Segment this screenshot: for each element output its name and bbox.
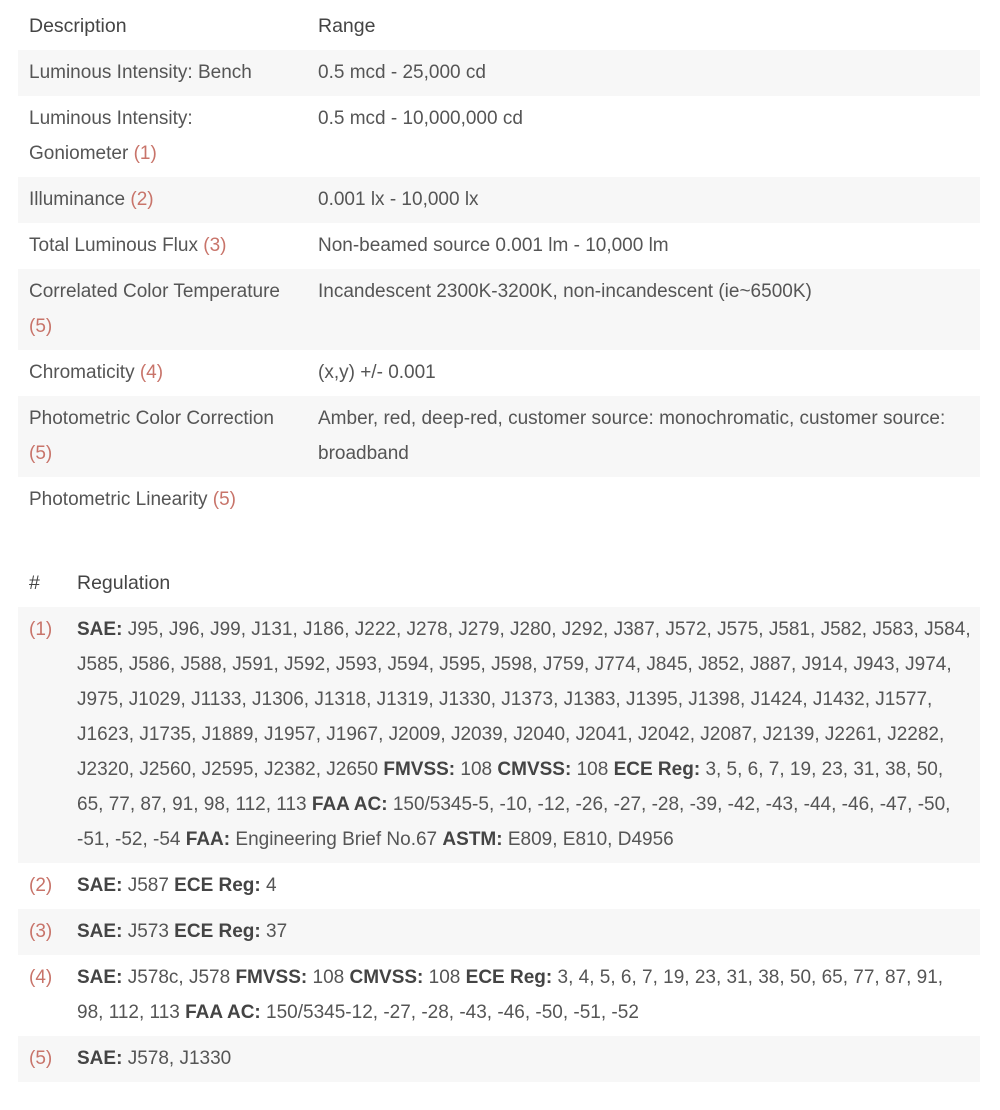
- regulation-text: [66, 863, 980, 909]
- reference-link[interactable]: (5): [29, 316, 53, 337]
- standard-values: J578, J1330: [127, 1048, 232, 1069]
- regulation-row: [18, 955, 980, 1036]
- standard-label: SAE:: [77, 921, 123, 942]
- standard-values: 108: [576, 759, 609, 780]
- regulation-row: [18, 1036, 980, 1082]
- standard-label: SAE:: [77, 619, 123, 640]
- reference-link[interactable]: (2): [130, 189, 154, 210]
- regulation-number: (5): [18, 1036, 66, 1082]
- regulation-row: [18, 863, 980, 909]
- header-number: #: [29, 572, 40, 594]
- standard-label: SAE:: [77, 1048, 123, 1069]
- standard-label: ECE Reg:: [613, 759, 701, 780]
- header-regulation: Regulation: [77, 572, 171, 594]
- standard-label: ECE Reg:: [174, 875, 261, 896]
- regulation-number: (4): [29, 967, 53, 988]
- standard-label: ECE Reg:: [174, 921, 261, 942]
- regulation-number: (3): [18, 909, 66, 955]
- standard-label: CMVSS:: [497, 759, 572, 780]
- regulation-header-row: [18, 561, 980, 607]
- description-text: Luminous Intensity: Goniometer: [29, 108, 193, 164]
- standard-label: FAA AC:: [311, 794, 388, 815]
- regulation-text: [66, 909, 980, 955]
- measurement-row: [18, 396, 980, 477]
- standard-label: ECE Reg:: [465, 967, 553, 988]
- row-range: 0.5 mcd - 25,000 cd: [304, 50, 980, 96]
- standard-values: 3, 5, 6, 7, 19, 23, 31, 38, 50, 65, 77, 87, 91, 98, 112, 113: [77, 759, 944, 815]
- standard-values: J573: [127, 921, 169, 942]
- standard-label: CMVSS:: [349, 967, 424, 988]
- reference-link[interactable]: (3): [203, 235, 227, 256]
- standard-values: E809, E810, D4956: [507, 829, 674, 850]
- description-text: Photometric Color Correction: [29, 408, 274, 429]
- standard-values: Engineering Brief No.67: [235, 829, 438, 850]
- row-range: (x,y) +/- 0.001: [318, 362, 436, 383]
- standard-values: 108: [312, 967, 345, 988]
- measurement-header-row: [18, 4, 980, 50]
- standard-values: 3, 4, 5, 6, 7, 19, 23, 31, 38, 50, 65, 77, 87, 91, 98, 112, 113: [77, 967, 944, 1023]
- regulation-text: [66, 955, 980, 1036]
- description-text: Total Luminous Flux: [29, 235, 198, 256]
- regulation-number: (1): [18, 607, 66, 863]
- measurement-row: [18, 269, 980, 350]
- measurement-row: [18, 223, 980, 269]
- reference-link[interactable]: (4): [139, 362, 164, 383]
- row-range: Incandescent 2300K-3200K, non-incandescent (ie~6500K): [304, 269, 980, 350]
- measurement-row: [18, 477, 980, 523]
- description-text: Chromaticity: [29, 362, 135, 383]
- row-range: 0.5 mcd - 10,000,000 cd: [318, 108, 523, 129]
- measurement-row: [18, 350, 980, 396]
- header-description: Description: [29, 15, 127, 37]
- regulation-row: [18, 909, 980, 955]
- header-range: Range: [318, 15, 376, 37]
- description-text: Correlated Color Temperature: [29, 281, 280, 302]
- regulation-table: [18, 561, 980, 1082]
- row-range: Amber, red, deep-red, customer source: monochromatic, customer source: broadband: [304, 396, 980, 477]
- measurement-row: [18, 177, 980, 223]
- row-description: [18, 223, 304, 269]
- regulation-text: [66, 607, 980, 863]
- row-description: [18, 396, 304, 477]
- reference-link[interactable]: (5): [29, 443, 53, 464]
- standard-label: SAE:: [77, 875, 123, 896]
- row-range: [304, 477, 980, 523]
- standard-values: J587: [127, 875, 169, 896]
- standard-values: 37: [266, 921, 288, 942]
- standard-values: J95, J96, J99, J131, J186, J222, J278, J279, J280, J292, J387, J572, J575, J581, J582, J583, J584, J585, J586, J588, J591, J592, J593, J594, J595, J598, J759, J774, J845, J852, J887, J914, J943, J974, J975, J1029, J1133, J1306, J1318, J1319, J1330, J1373, J1383, J1395, J1398, J1424, J1432, J1577, J1623, J1735, J1889, J1957, J1967, J2009, J2039, J2040, J2041, J2042, J2087, J2139, J2261, J2282, J2320, J2560, J2595, J2382, J2650: [77, 619, 971, 780]
- description-text: Illuminance: [29, 189, 126, 210]
- description-text: Photometric Linearity: [29, 489, 208, 510]
- measurement-row: [18, 96, 980, 177]
- row-description: [18, 177, 304, 223]
- reference-link[interactable]: (5): [212, 489, 236, 510]
- regulation-row: [18, 607, 980, 863]
- standard-label: FMVSS:: [383, 759, 456, 780]
- row-description: [18, 477, 304, 523]
- row-range: 0.001 lx - 10,000 lx: [304, 177, 980, 223]
- reference-link[interactable]: (1): [133, 143, 157, 164]
- standard-label: ASTM:: [442, 829, 503, 850]
- standard-label: SAE:: [77, 967, 123, 988]
- regulation-number: (2): [29, 875, 53, 896]
- standard-values: 108: [428, 967, 461, 988]
- measurement-table: [18, 4, 980, 523]
- row-description: [18, 50, 304, 96]
- standard-label: FAA AC:: [185, 1002, 261, 1023]
- standard-values: J578c, J578: [127, 967, 231, 988]
- description-text: Luminous Intensity: Bench: [29, 62, 252, 83]
- regulation-text: [66, 1036, 980, 1082]
- measurement-row: [18, 50, 980, 96]
- row-description: [18, 350, 304, 396]
- row-description: [18, 269, 304, 350]
- standard-values: 108: [460, 759, 493, 780]
- row-range: Non-beamed source 0.001 lm - 10,000 lm: [318, 235, 669, 256]
- standard-values: 4: [266, 875, 277, 896]
- standard-values: 150/5345-5, -10, -12, -26, -27, -28, -39, -42, -43, -44, -46, -47, -50, -51, -52, -54: [77, 794, 951, 850]
- standard-label: FMVSS:: [235, 967, 308, 988]
- row-description: [18, 96, 304, 177]
- standard-values: 150/5345-12, -27, -28, -43, -46, -50, -51, -52: [266, 1002, 639, 1023]
- standard-label: FAA:: [185, 829, 231, 850]
